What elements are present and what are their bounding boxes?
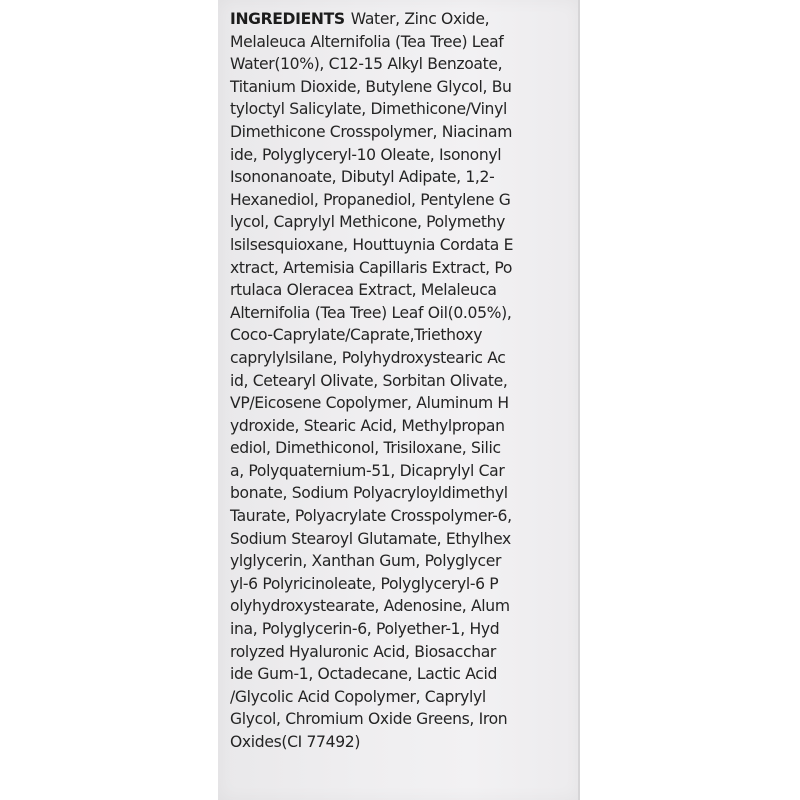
ingredients-line: a, Polyquaternium-51, Dicaprylyl Car — [230, 461, 505, 480]
ingredients-line: caprylylsilane, Polyhydroxystearic Ac — [230, 348, 506, 367]
ingredients-line: lsilsesquioxane, Houttuynia Cordata E — [230, 235, 514, 254]
ingredients-line: Oxides(CI 77492) — [230, 733, 361, 751]
ingredients-line: ide, Polyglyceryl-10 Oleate, Isononyl — [230, 145, 502, 164]
ingredients-line-text: Water, Zinc Oxide, — [350, 10, 490, 28]
ingredients-line: Glycol, Chromium Oxide Greens, Iron — [230, 710, 508, 729]
ingredients-line: ediol, Dimethiconol, Trisiloxane, Silic — [230, 439, 501, 458]
ingredients-line: bonate, Sodium Polyacryloyldimethyl — [230, 484, 508, 503]
ingredients-line: Taurate, Polyacrylate Crosspolymer-6, — [230, 507, 512, 526]
ingredients-line: yl-6 Polyricinoleate, Polyglyceryl-6 P — [230, 574, 499, 593]
ingredients-line-1 — [230, 8, 575, 31]
ingredients-line: ylglycerin, Xanthan Gum, Polyglycer — [230, 552, 502, 571]
ingredients-text-block — [230, 8, 575, 754]
ingredients-line: Titanium Dioxide, Butylene Glycol, Bu — [230, 77, 512, 96]
ingredients-line: /Glycolic Acid Copolymer, Caprylyl — [230, 687, 486, 706]
ingredients-line: olyhydroxystearate, Adenosine, Alum — [230, 597, 510, 616]
ingredients-line: rtulaca Oleracea Extract, Melaleuca — [230, 281, 497, 300]
ingredients-line: lycol, Caprylyl Methicone, Polymethy — [230, 213, 505, 232]
ingredients-line: ydroxide, Stearic Acid, Methylpropan — [230, 416, 505, 435]
ingredients-line: ide Gum-1, Octadecane, Lactic Acid — [230, 665, 498, 684]
ingredients-line: id, Cetearyl Olivate, Sorbitan Olivate, — [230, 371, 508, 390]
ingredients-line: VP/Eicosene Copolymer, Aluminum H — [230, 394, 509, 413]
ingredients-line: tyloctyl Salicylate, Dimethicone/Vinyl — [230, 100, 507, 119]
ingredients-line: Sodium Stearoyl Glutamate, Ethylhex — [230, 529, 511, 548]
ingredients-line: Dimethicone Crosspolymer, Niacinam — [230, 122, 513, 141]
ingredients-line: Coco-Caprylate/Caprate,Triethoxy — [230, 326, 483, 345]
ingredients-line: Water(10%), C12-15 Alkyl Benzoate, — [230, 55, 503, 74]
ingredients-heading: INGREDIENTS — [230, 10, 345, 28]
ingredients-line: rolyzed Hyaluronic Acid, Biosacchar — [230, 642, 496, 661]
ingredients-line: Hexanediol, Propanediol, Pentylene G — [230, 190, 511, 209]
ingredients-line: ina, Polyglycerin-6, Polyether-1, Hyd — [230, 620, 500, 639]
ingredients-line: Isononanoate, Dibutyl Adipate, 1,2- — [230, 168, 495, 187]
ingredients-line: xtract, Artemisia Capillaris Extract, Po — [230, 258, 513, 277]
ingredients-line: Melaleuca Alternifolia (Tea Tree) Leaf — [230, 32, 504, 51]
label-edge-shadow — [578, 0, 580, 800]
ingredients-line: Alternifolia (Tea Tree) Leaf Oil(0.05%), — [230, 303, 512, 322]
